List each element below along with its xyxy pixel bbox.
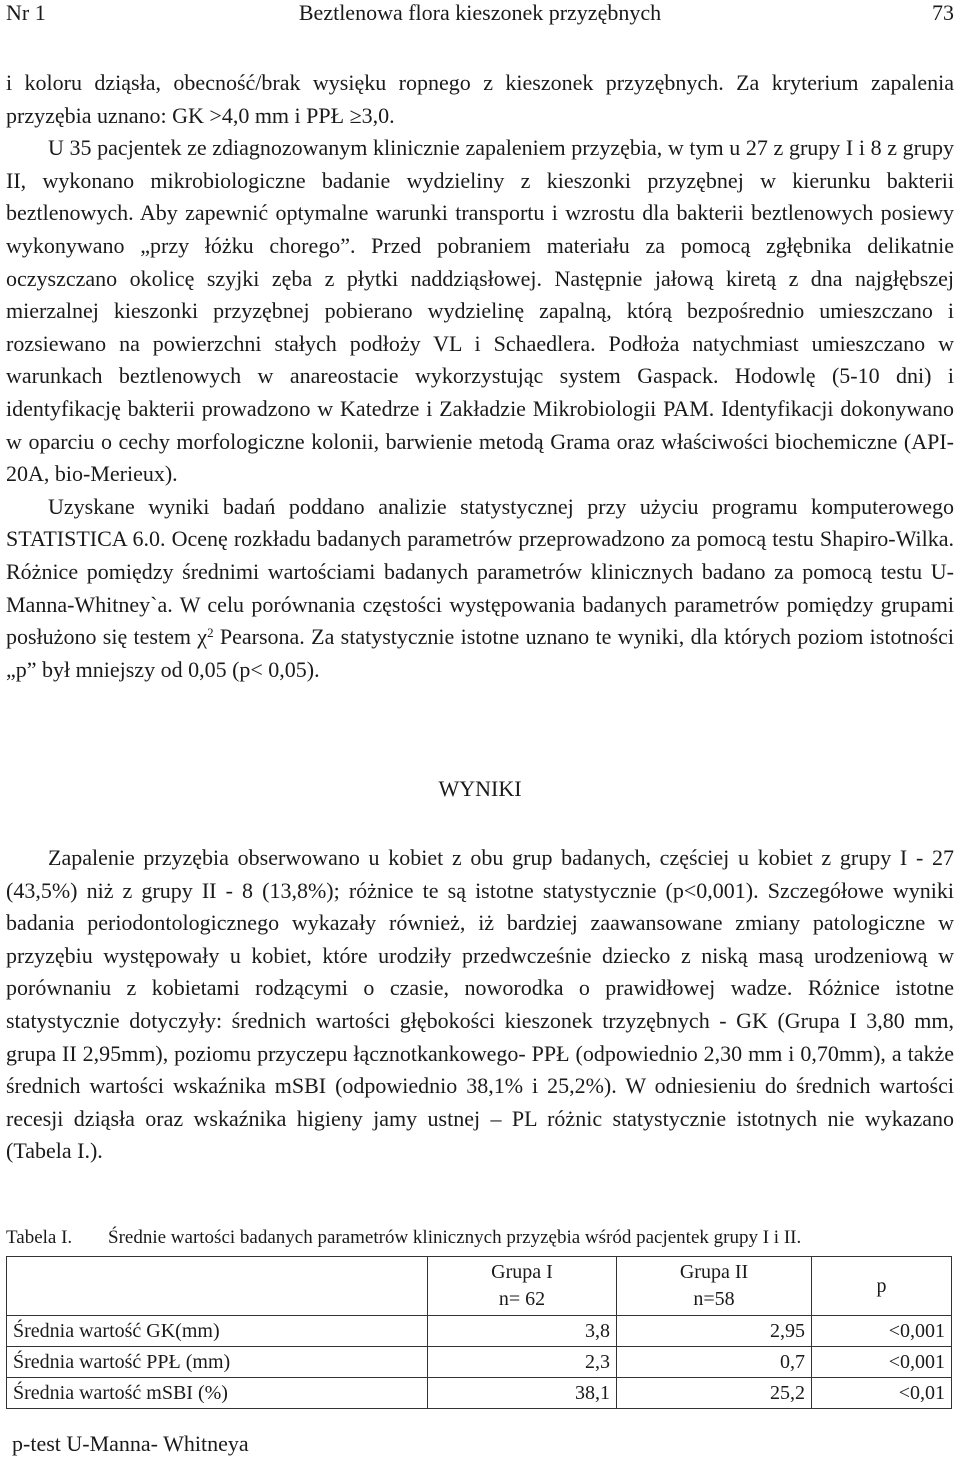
group2-value: 25,2 bbox=[617, 1378, 812, 1409]
group2-value: 0,7 bbox=[617, 1347, 812, 1378]
results-table bbox=[6, 1256, 952, 1409]
p-value: <0,001 bbox=[812, 1316, 952, 1347]
paragraph-results: Zapalenie przyzębia obserwowano u kobiet z obu grup badanych, częściej u kobiet z grupy I - 27 (43,5%) niż z grupy II - 8 (13,8%); różnice te są istotne statystycznie (p<0,001). Szczegółowe wyniki badania periodontologicznego wykazały również, iż bardziej zaawansowane zmiany patologiczne w przyzębiu występowały u kobiet, które urodziły przedwcześnie dziecko z niską masą urodzeniową w porównaniu z kobietami rodzącymi o czasie, noworodka o prawidłowej wadze. Różnice istotne statystycznie dotyczyły: średnich wartości głębokości kieszonek trzyzębnych - GK (Grupa I 3,80 mm, grupa II 2,95mm), poziomu przyczepu łącznotkankowego- PPŁ (odpowiednio 2,30 mm i 0,70mm), a także średnich wartości wskaźnika mSBI (odpowiednio 38,1% i 25,2%). W odniesieniu do średnich wartości recesji dziąsła oraz wskaźnika higieny jamy ustnej – PL różnic statystycznie istotnych nie wykazano (Tabela I.). bbox=[6, 845, 954, 1164]
group1-value: 3,8 bbox=[428, 1316, 617, 1347]
group2-n: n=58 bbox=[693, 1288, 735, 1310]
group2-value: 2,95 bbox=[617, 1316, 812, 1347]
header-cell-p: p bbox=[812, 1257, 952, 1316]
table-row bbox=[7, 1347, 952, 1378]
p-value: <0,001 bbox=[812, 1347, 952, 1378]
group1-name: Grupa I bbox=[491, 1261, 553, 1283]
header-cell-empty bbox=[7, 1257, 428, 1316]
issue-number: Nr 1 bbox=[6, 0, 46, 25]
group1-value: 2,3 bbox=[428, 1347, 617, 1378]
row-label: Średnia wartość GK(mm) bbox=[7, 1316, 428, 1347]
table-row bbox=[7, 1316, 952, 1347]
row-label: Średnia wartość PPŁ (mm) bbox=[7, 1347, 428, 1378]
group2-name: Grupa II bbox=[679, 1261, 749, 1283]
paragraph-microbiology: U 35 pacjentek ze zdiagnozowanym klinicznie zapaleniem przyzębia, w tym u 27 z grupy I i 8 z grupy II, wykonano mikrobiologiczne badanie wydzieliny z kieszonki przyzębnej w kierunku bakterii beztlenowych. Aby zapewnić optymalne warunki transportu i wzrostu dla bakterii beztlenowych posiewy wykonywano „przy łóżku chorego”. Przed pobraniem materiału za pomocą zgłębnika delikatnie oczyszczano okolicę szyjki zęba z płytki naddziąsłowej. Następnie jałową kiretą z dna najgłębszej mierzalnej kieszonki przyzębnej pobierano wydzielinę zapalną, którą bezpośrednio umieszczano i rozsiewano na powierzchni stałych podłoży VL i Schaedlera. Podłoża natychmiast umieszczano w warunkach beztlenowych w anareostacie wykorzystując system Gaspack. Hodowlę (5-10 dni) i identyfikację bakterii prowadzono w Katedrze i Zakładzie Mikrobiologii PAM. Identyfikacji dokonywano w oparciu o cechy morfologiczne kolonii, barwienie metodą Grama oraz właściwości biochemiczne (API-20A, bio-Merieux). bbox=[6, 135, 954, 487]
table-footnote: p-test U-Manna- Whitneya bbox=[12, 1431, 249, 1456]
table-header-row bbox=[7, 1257, 952, 1316]
methods-text bbox=[6, 67, 954, 686]
statistics-text-part2: Pearsona. Za statystycznie istotne uznano te wyniki, dla których poziom istotności „p” był mniejszy od 0,05 (p< 0,05). bbox=[6, 624, 954, 682]
running-title: Beztlenowa flora kieszonek przyzębnych bbox=[298, 0, 662, 25]
paragraph-statistics bbox=[6, 491, 954, 687]
table-label: Tabela I. bbox=[6, 1227, 73, 1248]
table-caption-text: Średnie wartości badanych parametrów klinicznych przyzębia wśród pacjentek grupy I i II. bbox=[108, 1227, 802, 1248]
header-cell-group1 bbox=[428, 1257, 617, 1316]
group1-value: 38,1 bbox=[428, 1378, 617, 1409]
header-cell-group2 bbox=[617, 1257, 812, 1316]
table-row bbox=[7, 1378, 952, 1409]
paragraph-criteria: i koloru dziąsła, obecność/brak wysięku ropnego z kieszonek przyzębnych. Za kryterium zapalenia przyzębia uznano: GK >4,0 mm i PPŁ ≥3,0. bbox=[6, 70, 954, 128]
statistics-text-part1: Uzyskane wyniki badań poddano analizie statystycznej przy użyciu programu komputerowego STATISTICA 6.0. Ocenę rozkładu badanych parametrów przeprowadzono za pomocą testu Shapiro-Wilka. Różnice pomiędzy średnimi wartościami badanych parametrów klinicznych badano za pomocą testu U-Manna-Whitney`a. W celu porównania częstości występowania badanych parametrów pomiędzy grupami posłużono się testem χ bbox=[6, 493, 954, 650]
table-caption bbox=[6, 1225, 954, 1251]
group1-n: n= 62 bbox=[498, 1288, 546, 1310]
section-heading-results: WYNIKI bbox=[438, 776, 522, 801]
p-value: <0,01 bbox=[812, 1378, 952, 1409]
results-text bbox=[6, 842, 954, 1168]
chi-square-superscript: 2 bbox=[207, 625, 214, 641]
page-number: 73 bbox=[932, 0, 954, 25]
row-label: Średnia wartość mSBI (%) bbox=[7, 1378, 428, 1409]
